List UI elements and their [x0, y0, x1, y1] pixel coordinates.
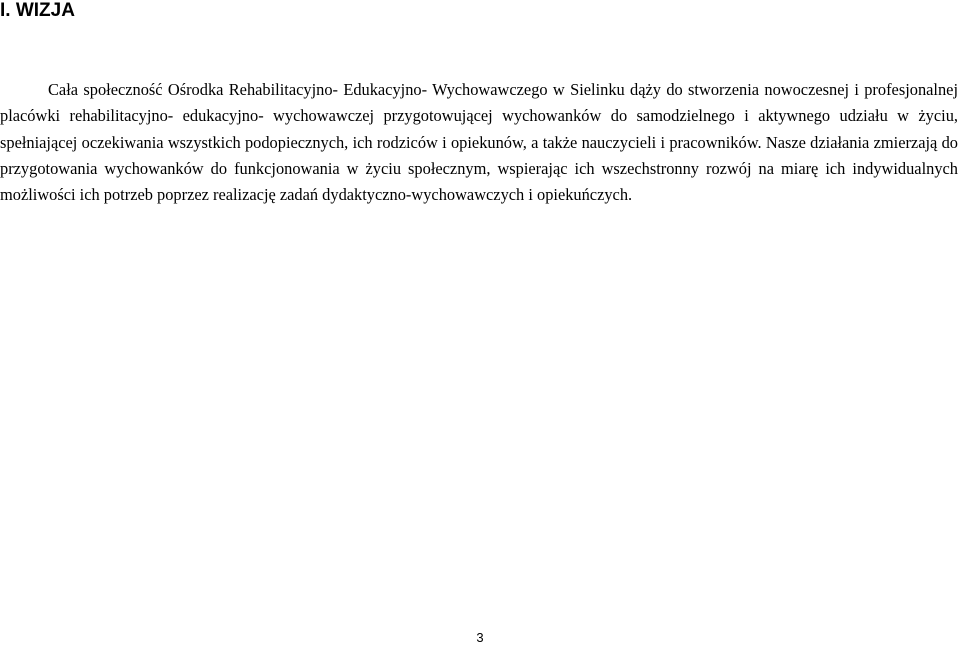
page-number: 3 [476, 630, 484, 645]
section-heading: I. WIZJA [0, 0, 75, 21]
vision-paragraph: Cała społeczność Ośrodka Rehabilitacyjno- Edukacyjno- Wychowawczego w Sielinku dąży do stworzenia nowoczesnej i profesjonalnej placówki rehabilitacyjno- edukacyjno- wychowawczej przygotowującej wychowanków do samodzielnego i aktywnego udziału w życiu, spełniającej oczekiwania wszystkich podopiecznych, ich rodziców i opiekunów, a także nauczycieli i pracowników. Nasze działania zmierzają do przygotowania wychowanków do funkcjonowania w życiu społecznym, wspierając ich wszechstronny rozwój na miarę ich indywidualnych możliwości ich potrzeb poprzez realizację zadań dydaktyczno-wychowawczych i opiekuńczych. [0, 80, 958, 205]
